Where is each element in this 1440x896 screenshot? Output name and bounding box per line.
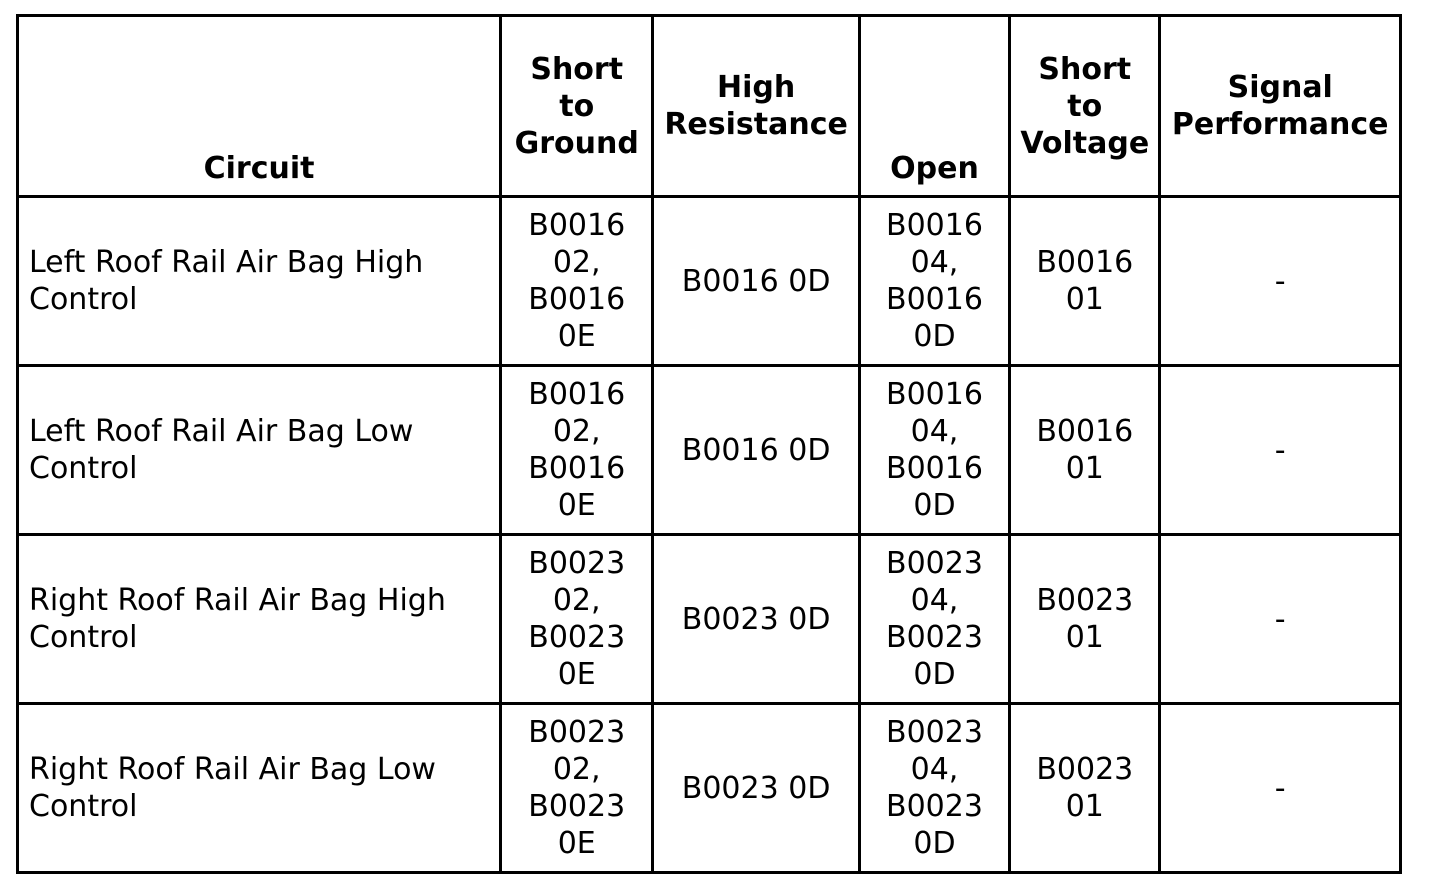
header-high-resistance: High Resistance xyxy=(653,16,859,197)
code-line: 01 xyxy=(1065,282,1104,317)
signal-performance-cell: - xyxy=(1160,366,1401,535)
code-line: B0016 xyxy=(886,282,983,317)
code-line: B0023 xyxy=(528,620,626,655)
header-row xyxy=(18,16,1401,197)
table-row xyxy=(18,197,1401,366)
code-line: B0023 xyxy=(886,789,983,824)
signal-performance-cell: - xyxy=(1160,197,1401,366)
code-line: B0023 xyxy=(528,789,626,824)
code-line: 01 xyxy=(1065,620,1104,655)
high-resistance-cell: B0016 0D xyxy=(653,366,859,535)
code-line: 02, xyxy=(552,583,601,618)
short-to-voltage-cell xyxy=(1010,366,1160,535)
code-line: 01 xyxy=(1065,451,1104,486)
code-line: B0016 xyxy=(528,377,626,412)
code-line: 0D xyxy=(913,488,956,523)
code-line: B0023 xyxy=(886,546,983,581)
open-cell xyxy=(859,535,1009,704)
short-to-ground-cell xyxy=(501,704,653,873)
circuit-cell: Left Roof Rail Air Bag Low Control xyxy=(18,366,501,535)
signal-performance-cell: - xyxy=(1160,704,1401,873)
code-line: B0023 xyxy=(528,546,626,581)
code-line: 0E xyxy=(557,657,596,692)
code-line: B0016 xyxy=(1036,245,1134,280)
short-to-ground-cell xyxy=(501,535,653,704)
dtc-table xyxy=(16,14,1402,874)
code-line: 0D xyxy=(913,657,956,692)
table-body xyxy=(18,197,1401,873)
code-line: B0023 xyxy=(1036,583,1134,618)
code-line: B0016 xyxy=(1036,414,1134,449)
code-line: B0016 xyxy=(886,208,983,243)
code-line: 04, xyxy=(910,583,959,618)
code-line: 01 xyxy=(1065,789,1104,824)
code-line: 0E xyxy=(557,319,596,354)
code-line: B0023 xyxy=(886,620,983,655)
code-line: 04, xyxy=(910,752,959,787)
code-line: B0016 xyxy=(886,377,983,412)
code-line: 02, xyxy=(552,414,601,449)
table-row xyxy=(18,535,1401,704)
short-to-ground-cell xyxy=(501,366,653,535)
code-line: 04, xyxy=(910,414,959,449)
code-line: B0016 xyxy=(528,451,626,486)
code-line: B0016 xyxy=(528,282,626,317)
high-resistance-cell: B0023 0D xyxy=(653,704,859,873)
open-cell xyxy=(859,704,1009,873)
code-line: B0016 xyxy=(886,451,983,486)
header-circuit: Circuit xyxy=(18,16,501,197)
high-resistance-cell: B0016 0D xyxy=(653,197,859,366)
short-to-voltage-cell xyxy=(1010,704,1160,873)
code-line: 0D xyxy=(913,319,956,354)
header-signal-performance: Signal Performance xyxy=(1160,16,1401,197)
code-line: B0023 xyxy=(528,715,626,750)
header-open: Open xyxy=(859,16,1009,197)
open-cell xyxy=(859,197,1009,366)
short-to-voltage-cell xyxy=(1010,197,1160,366)
short-to-voltage-cell xyxy=(1010,535,1160,704)
code-line: 0E xyxy=(557,488,596,523)
code-line: 0E xyxy=(557,826,596,861)
header-short-to-voltage: Short to Voltage xyxy=(1010,16,1160,197)
code-line: 0D xyxy=(913,826,956,861)
code-line: B0023 xyxy=(886,715,983,750)
signal-performance-cell: - xyxy=(1160,535,1401,704)
table-row xyxy=(18,704,1401,873)
code-line: 02, xyxy=(552,245,601,280)
code-line: B0023 xyxy=(1036,752,1134,787)
header-short-to-ground: Short to Ground xyxy=(501,16,653,197)
code-line: 04, xyxy=(910,245,959,280)
circuit-cell: Right Roof Rail Air Bag High Control xyxy=(18,535,501,704)
short-to-ground-cell xyxy=(501,197,653,366)
table-row xyxy=(18,366,1401,535)
open-cell xyxy=(859,366,1009,535)
code-line: B0016 xyxy=(528,208,626,243)
circuit-cell: Right Roof Rail Air Bag Low Control xyxy=(18,704,501,873)
code-line: 02, xyxy=(552,752,601,787)
high-resistance-cell: B0023 0D xyxy=(653,535,859,704)
circuit-cell: Left Roof Rail Air Bag High Control xyxy=(18,197,501,366)
